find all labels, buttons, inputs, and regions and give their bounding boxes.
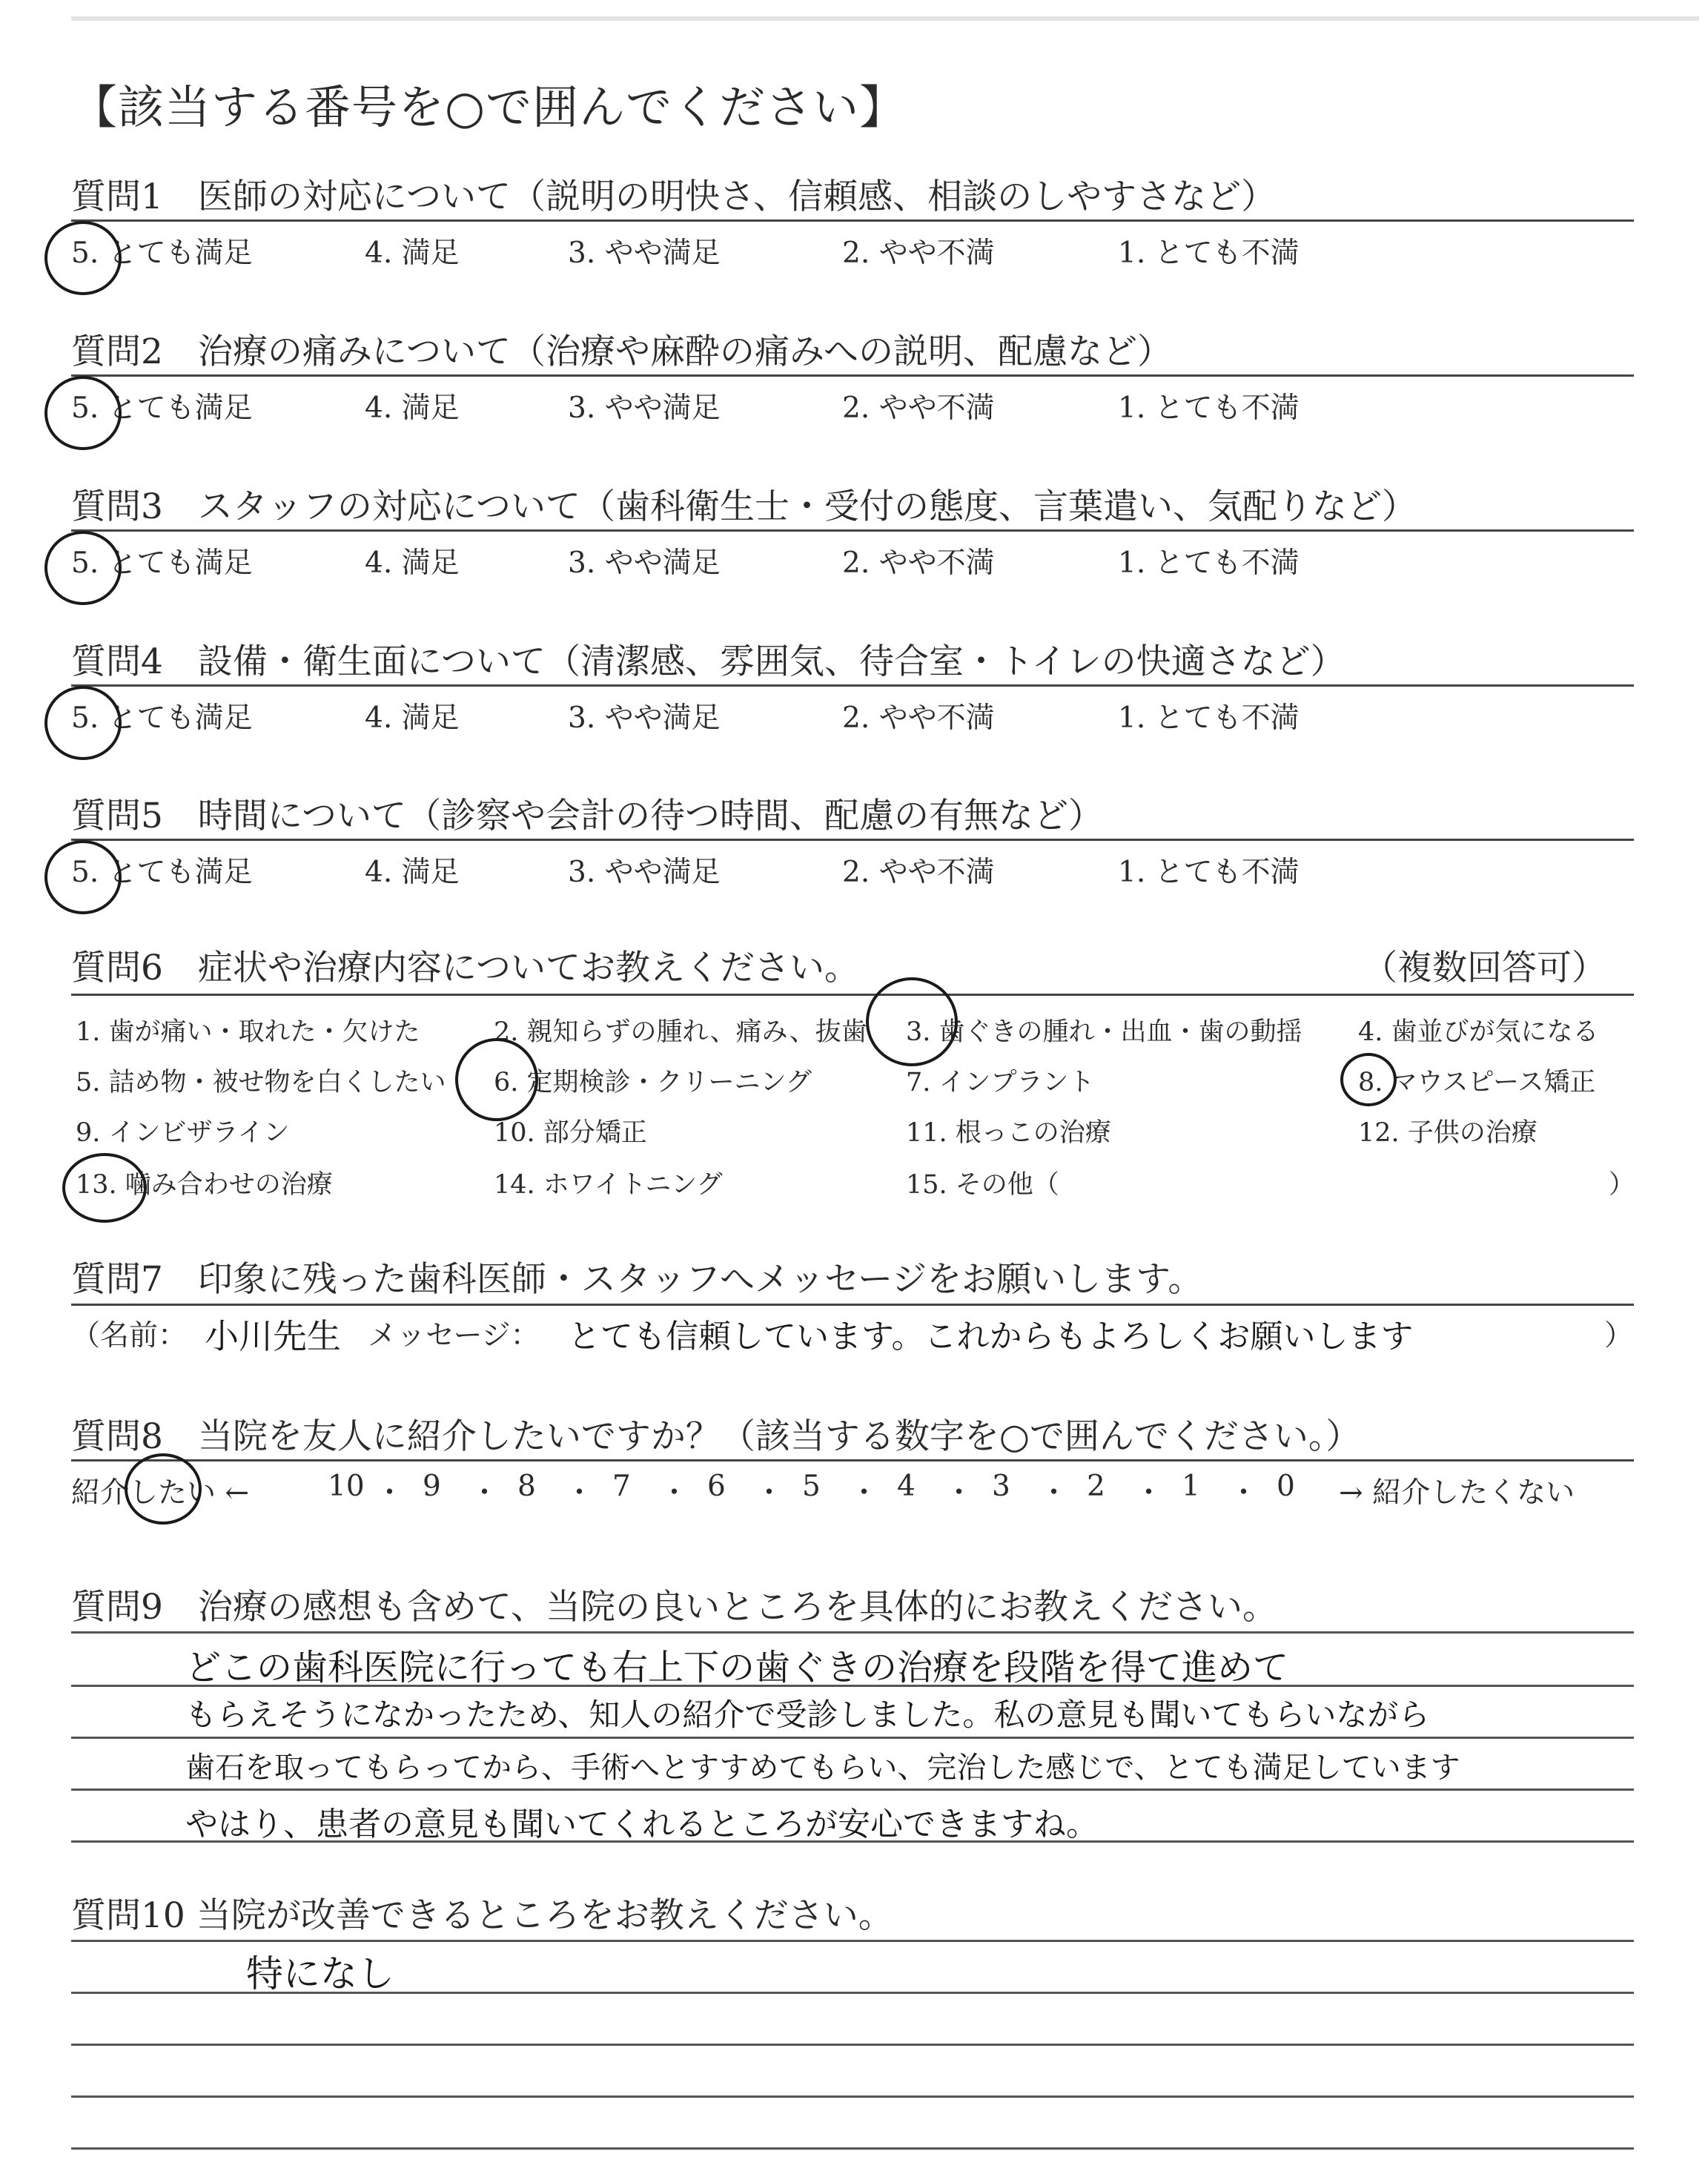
- q6-option-12[interactable]: 12. 子供の治療: [1358, 1118, 1537, 1148]
- q3-option-3[interactable]: 3. やや満足: [568, 546, 721, 580]
- q2-option-1[interactable]: 1. とても不満: [1118, 392, 1300, 425]
- q5-title: 質問5 時間について（診察や会計の待つ時間、配慮の有無など）: [71, 796, 1103, 836]
- q9-answer-line-1: どこの歯科医院に行っても右上下の歯ぐきの治療を段階を得て進めて: [185, 1647, 1289, 1688]
- q6-title: 質問6 症状や治療内容についてお教えください。: [71, 948, 859, 988]
- q4-circle-5: [44, 686, 122, 760]
- q3-option-2[interactable]: 2. やや不満: [842, 546, 995, 580]
- q1-option-2[interactable]: 2. やや不満: [842, 237, 995, 270]
- top-edge: [71, 16, 1699, 21]
- q6-option-5[interactable]: 5. 詰め物・被せ物を白くしたい: [76, 1068, 446, 1097]
- q3-rule: [71, 529, 1634, 532]
- q3-option-1[interactable]: 1. とても不満: [1118, 546, 1300, 580]
- q4-option-3[interactable]: 3. やや満足: [568, 701, 721, 735]
- q8-scale-6[interactable]: 6: [707, 1470, 726, 1503]
- q2-rule: [71, 374, 1634, 377]
- q2-circle-5: [44, 376, 122, 450]
- q4-option-2[interactable]: 2. やや不満: [842, 701, 995, 735]
- q6-rule: [71, 994, 1634, 996]
- q6-option-11[interactable]: 11. 根っこの治療: [906, 1118, 1111, 1148]
- q8-scale-dot: ・: [565, 1476, 595, 1510]
- q1-rule: [71, 219, 1634, 222]
- q9-answer-line-2: もらえそうになかったため、知人の紹介で受診しました。私の意見も聞いてもらいながら: [185, 1697, 1430, 1733]
- q8-scale-dot: ・: [755, 1476, 784, 1510]
- q8-scale-dot: ・: [470, 1476, 500, 1510]
- q8-scale-0[interactable]: 0: [1277, 1470, 1295, 1503]
- q5-option-3[interactable]: 3. やや満足: [568, 856, 721, 889]
- q6-option-1[interactable]: 1. 歯が痛い・取れた・欠けた: [76, 1017, 420, 1047]
- q5-circle-5: [44, 840, 122, 914]
- q8-scale-dot: ・: [1229, 1476, 1259, 1510]
- page-title: 【該当する番号を○で囲んでください】: [71, 80, 907, 134]
- q8-scale-dot: ・: [1039, 1476, 1069, 1510]
- q8-scale-7[interactable]: 7: [612, 1470, 631, 1503]
- q8-scale-1[interactable]: 1: [1182, 1470, 1200, 1503]
- q6-option-2[interactable]: 2. 親知らずの腫れ、痛み、抜歯: [494, 1017, 867, 1047]
- q6-option-4[interactable]: 4. 歯並びが気になる: [1358, 1017, 1599, 1047]
- q8-scale-dot: ・: [1134, 1476, 1164, 1510]
- q7-message-value: とても信頼しています。これからもよろしくお願いします: [568, 1318, 1414, 1355]
- q6-option-3[interactable]: 3. 歯ぐきの腫れ・出血・歯の動揺: [906, 1017, 1302, 1047]
- q9-rule-0: [71, 1631, 1634, 1634]
- q7-title: 質問7 印象に残った歯科医師・スタッフへメッセージをお願いします。: [71, 1259, 1203, 1300]
- q3-option-5[interactable]: 5. とても満足: [71, 546, 253, 580]
- q6-option-15[interactable]: 15. その他（: [906, 1170, 1059, 1200]
- q6-option-7[interactable]: 7. インプラント: [906, 1068, 1095, 1097]
- q8-scale-dot: ・: [850, 1476, 879, 1510]
- q10-rule-0: [71, 1940, 1634, 1942]
- q8-circle: [125, 1453, 202, 1525]
- q8-scale-dot: ・: [660, 1476, 689, 1510]
- q6-option-14[interactable]: 14. ホワイトニング: [494, 1170, 723, 1200]
- q1-option-3[interactable]: 3. やや満足: [568, 237, 721, 270]
- q5-option-1[interactable]: 1. とても不満: [1118, 856, 1300, 889]
- q9-rule-2: [71, 1737, 1634, 1739]
- q7-name-label: （名前：: [71, 1319, 188, 1353]
- q1-title: 質問1 医師の対応について（説明の明快さ、信頼感、相談のしやすさなど）: [71, 176, 1277, 217]
- q4-option-5[interactable]: 5. とても満足: [71, 701, 253, 735]
- q2-option-2[interactable]: 2. やや不満: [842, 392, 995, 425]
- q8-rule: [71, 1459, 1634, 1462]
- q8-scale-5[interactable]: 5: [802, 1470, 821, 1503]
- q4-rule: [71, 684, 1634, 687]
- q8-scale-dot: ・: [375, 1476, 405, 1510]
- q4-option-4[interactable]: 4. 満足: [365, 701, 460, 735]
- q10-title: 質問10 当院が改善できるところをお教えください。: [71, 1895, 893, 1936]
- q6-option-6[interactable]: 6. 定期検診・クリーニング: [494, 1068, 812, 1097]
- q5-option-5[interactable]: 5. とても満足: [71, 856, 253, 889]
- q8-left-label: 紹介したい ←: [71, 1476, 250, 1510]
- q6-option-13[interactable]: 13. 噛み合わせの治療: [76, 1170, 333, 1200]
- q6-option-8[interactable]: 8. マウスピース矯正: [1358, 1068, 1596, 1097]
- q4-title: 質問4 設備・衛生面について（清潔感、雰囲気、待合室・トイレの快適さなど）: [71, 641, 1345, 682]
- q3-title: 質問3 スタッフの対応について（歯科衛生士・受付の態度、言葉遣い、気配りなど）: [71, 486, 1417, 527]
- q10-rule-2: [71, 2044, 1634, 2046]
- q6-circle-3: [866, 977, 958, 1066]
- q8-scale-10[interactable]: 10: [328, 1470, 365, 1503]
- q1-option-4[interactable]: 4. 満足: [365, 237, 460, 270]
- q9-answer-line-3: 歯石を取ってもらってから、手術へとすすめてもらい、完治した感じで、とても満足しています: [185, 1751, 1460, 1785]
- q2-option-5[interactable]: 5. とても満足: [71, 392, 253, 425]
- q8-scale-9[interactable]: 9: [423, 1470, 441, 1503]
- q7-close: ）: [1604, 1319, 1634, 1353]
- q6-circle-13: [62, 1153, 147, 1223]
- q9-rule-3: [71, 1789, 1634, 1791]
- q8-scale-8[interactable]: 8: [517, 1470, 536, 1503]
- q1-option-1[interactable]: 1. とても不満: [1118, 237, 1300, 270]
- q6-note: （複数回答可）: [1363, 948, 1606, 988]
- q5-rule: [71, 839, 1634, 841]
- q7-rule: [71, 1304, 1634, 1306]
- q5-option-2[interactable]: 2. やや不満: [842, 856, 995, 889]
- q2-option-4[interactable]: 4. 満足: [365, 392, 460, 425]
- q10-answer: 特になし: [246, 1952, 394, 1995]
- q4-option-1[interactable]: 1. とても不満: [1118, 701, 1300, 735]
- q1-option-5[interactable]: 5. とても満足: [71, 237, 253, 270]
- q3-circle-5: [44, 531, 122, 605]
- q8-scale-dot: ・: [944, 1476, 974, 1510]
- q8-scale-4[interactable]: 4: [897, 1470, 916, 1503]
- q6-option-10[interactable]: 10. 部分矯正: [494, 1118, 647, 1148]
- q10-rule-4: [71, 2147, 1634, 2150]
- q6-circle-8: [1340, 1053, 1397, 1106]
- q8-scale-2[interactable]: 2: [1087, 1470, 1105, 1503]
- q6-option-16[interactable]: ）: [1609, 1170, 1635, 1200]
- q2-title: 質問2 治療の痛みについて（治療や麻酔の痛みへの説明、配慮など）: [71, 331, 1173, 372]
- q6-option-9[interactable]: 9. インビザライン: [76, 1118, 290, 1148]
- q3-option-4[interactable]: 4. 満足: [365, 546, 460, 580]
- q1-circle-5: [44, 221, 122, 295]
- q5-option-4[interactable]: 4. 満足: [365, 856, 460, 889]
- q9-answer-line-4: やはり、患者の意見も聞いてくれるところが安心できますね。: [185, 1806, 1099, 1843]
- q7-message-label: メッセージ：: [368, 1319, 540, 1353]
- q8-title: 質問8 当院を友人に紹介したいですか？（該当する数字を○で囲んでください。）: [71, 1416, 1361, 1457]
- q10-rule-3: [71, 2095, 1634, 2098]
- q7-name-value: 小川先生: [205, 1316, 341, 1356]
- q8-right-label: → 紹介したくない: [1339, 1476, 1575, 1510]
- q9-title: 質問9 治療の感想も含めて、当院の良いところを具体的にお教えください。: [71, 1587, 1277, 1628]
- q2-option-3[interactable]: 3. やや満足: [568, 392, 721, 425]
- q6-circle-6: [455, 1038, 538, 1121]
- q8-scale-3[interactable]: 3: [992, 1470, 1010, 1503]
